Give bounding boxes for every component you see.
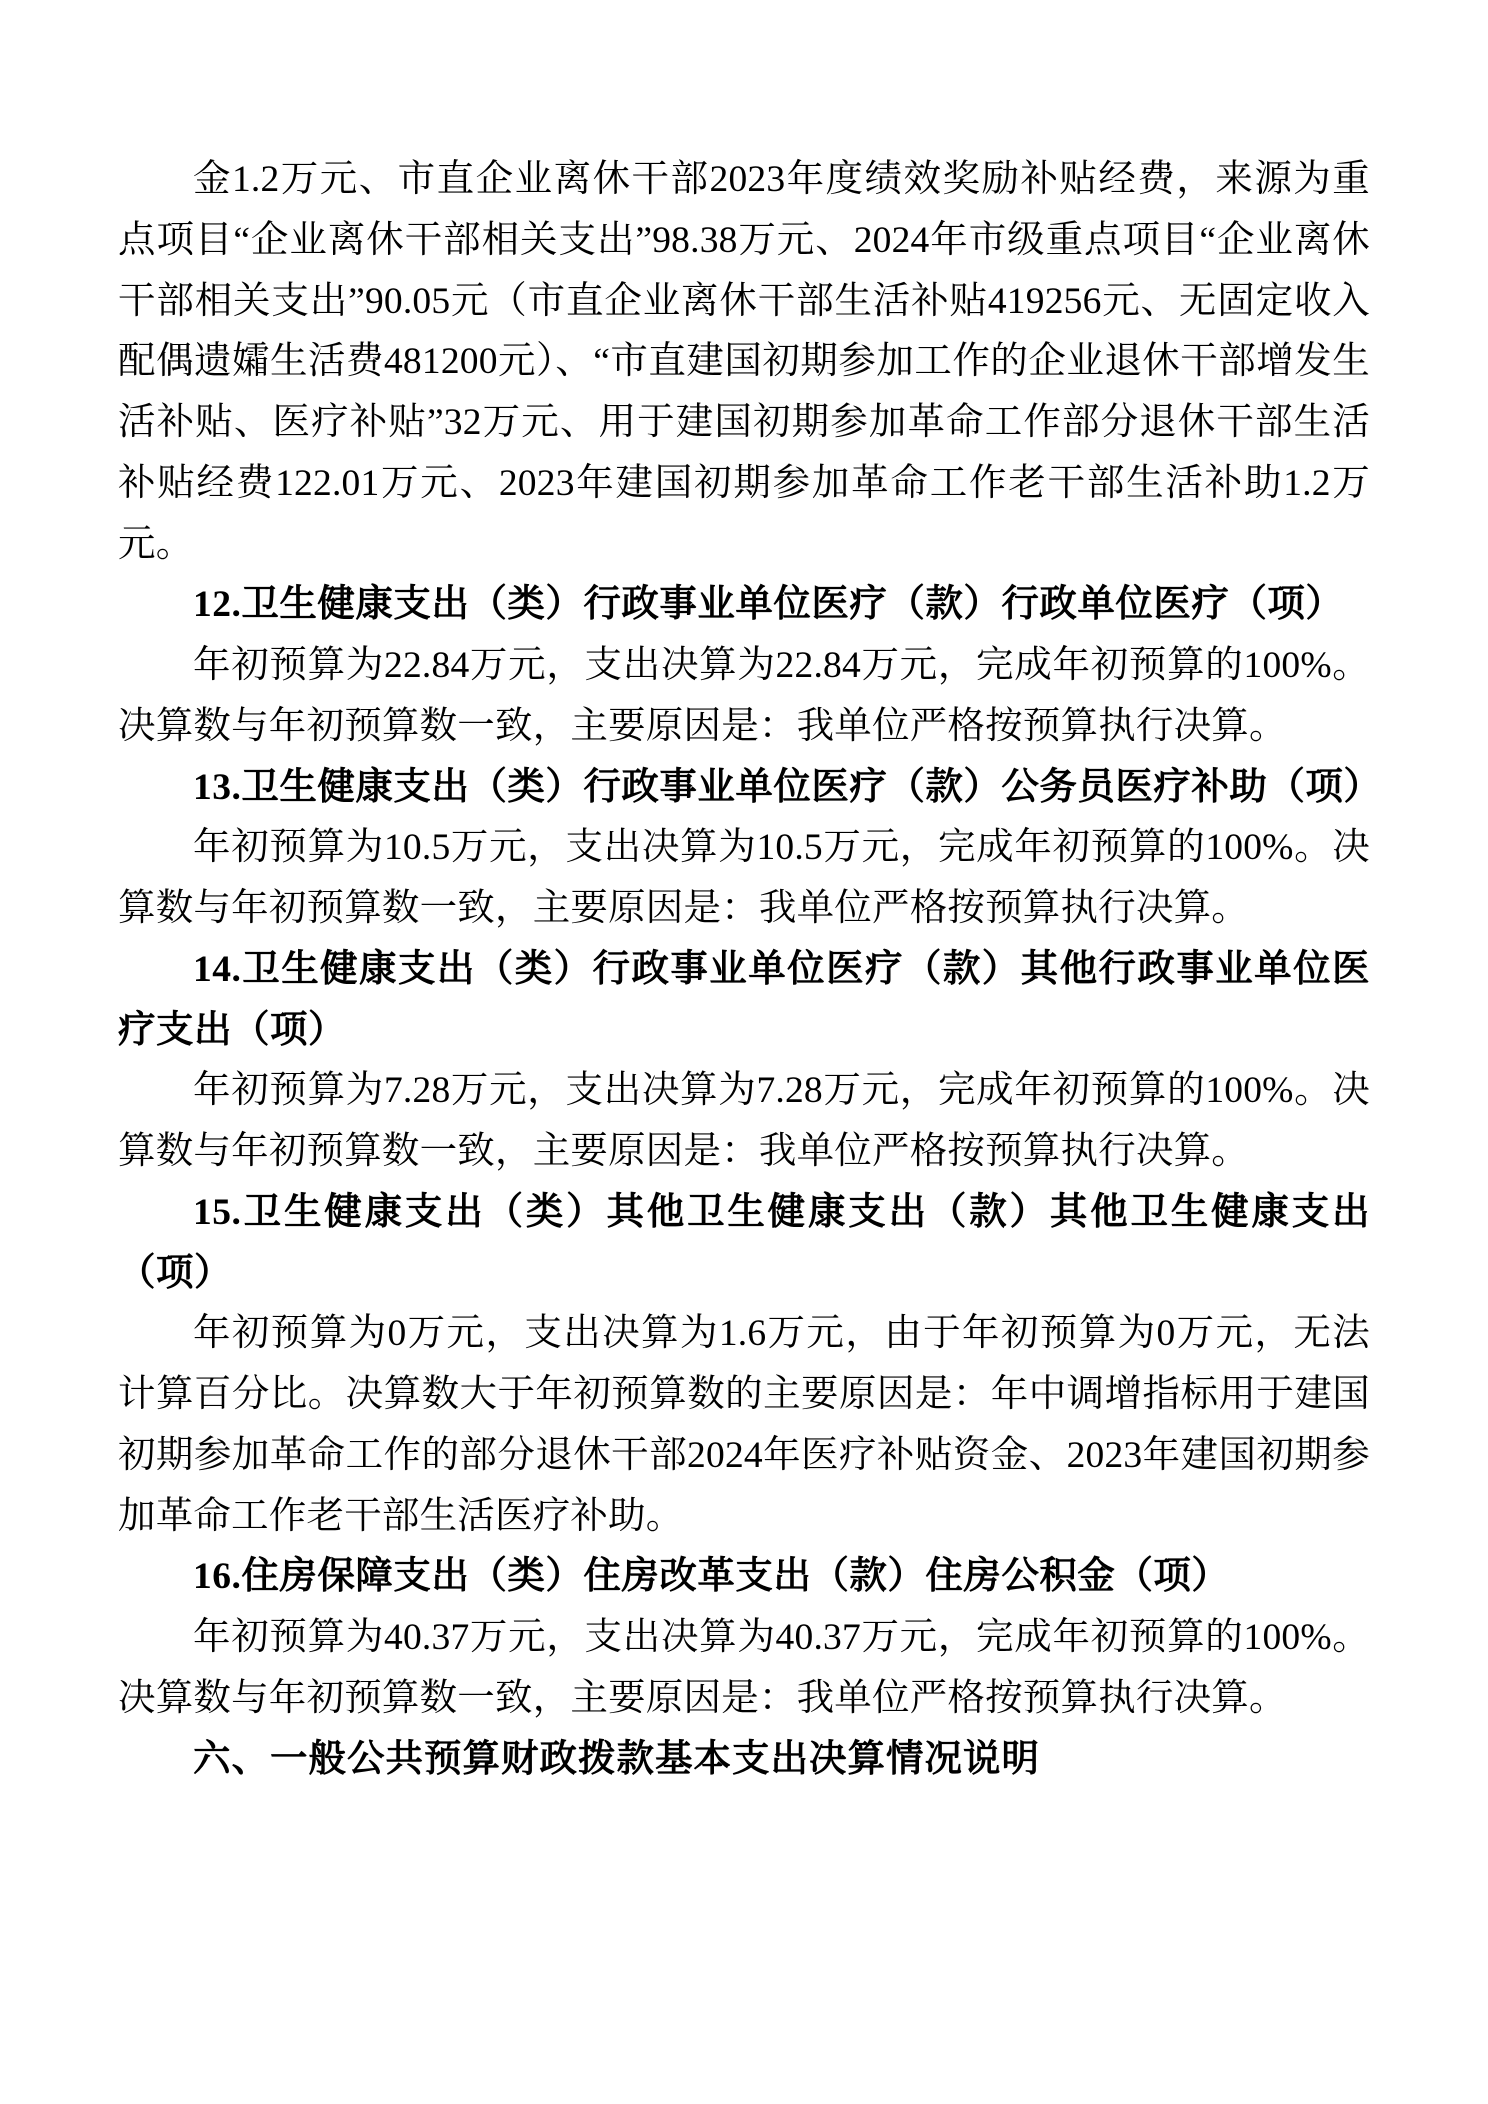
heading-item-12: 12.卫生健康支出（类）行政事业单位医疗（款）行政单位医疗（项） [193,584,1344,626]
paragraph-item-15: 年初预算为0万元，支出决算为1.6万元，由于年初预算为0万元，无法计算百分比。决算数大于年初预算数的主要原因是：年中调增指标用于建国初期参加革命工作的部分退休干部2024年医疗补贴资金、2023年建国初期参加革命工作老干部生活医疗补助。 [118,1313,1370,1537]
section-heading-six: 六、一般公共预算财政拨款基本支出决算情况说明 [193,1738,1040,1780]
heading-item-13: 13.卫生健康支出（类）行政事业单位医疗（款）公务员医疗补助（项） [193,766,1382,808]
heading-item-16: 16.住房保障支出（类）住房改革支出（款）住房公积金（项） [193,1556,1230,1598]
paragraph-item-16: 年初预算为40.37万元，支出决算为40.37万元，完成年初预算的100%。决算数与年初预算数一致，主要原因是：我单位严格按预算执行决算。 [118,1617,1370,1719]
paragraph-continued-top: 金1.2万元、市直企业离休干部2023年度绩效奖励补贴经费，来源为重点项目“企业离休干部相关支出”98.38万元、2024年市级重点项目“企业离休干部相关支出”90.05元（市直企业离休干部生活补贴419256元、无固定收入配偶遗孀生活费481200元）、“市直建国初期参加工作的企业退休干部增发生活补贴、医疗补贴”32万元、用于建国初期参加革命工作部分退休干部生活补贴经费122.01万元、2023年建国初期参加革命工作老干部生活补助1.2万元。 [118,159,1370,565]
document-body [118,150,1382,1790]
paragraph-item-13: 年初预算为10.5万元，支出决算为10.5万元，完成年初预算的100%。决算数与年初预算数一致，主要原因是：我单位严格按预算执行决算。 [118,827,1370,929]
heading-item-15: 15.卫生健康支出（类）其他卫生健康支出（款）其他卫生健康支出（项） [118,1191,1370,1294]
paragraph-item-14: 年初预算为7.28万元，支出决算为7.28万元，完成年初预算的100%。决算数与年初预算数一致，主要原因是：我单位严格按预算执行决算。 [118,1070,1370,1172]
heading-item-14: 14.卫生健康支出（类）行政事业单位医疗（款）其他行政事业单位医疗支出（项） [118,948,1370,1051]
paragraph-item-12: 年初预算为22.84万元，支出决算为22.84万元，完成年初预算的100%。决算数与年初预算数一致，主要原因是：我单位严格按预算执行决算。 [118,645,1370,747]
